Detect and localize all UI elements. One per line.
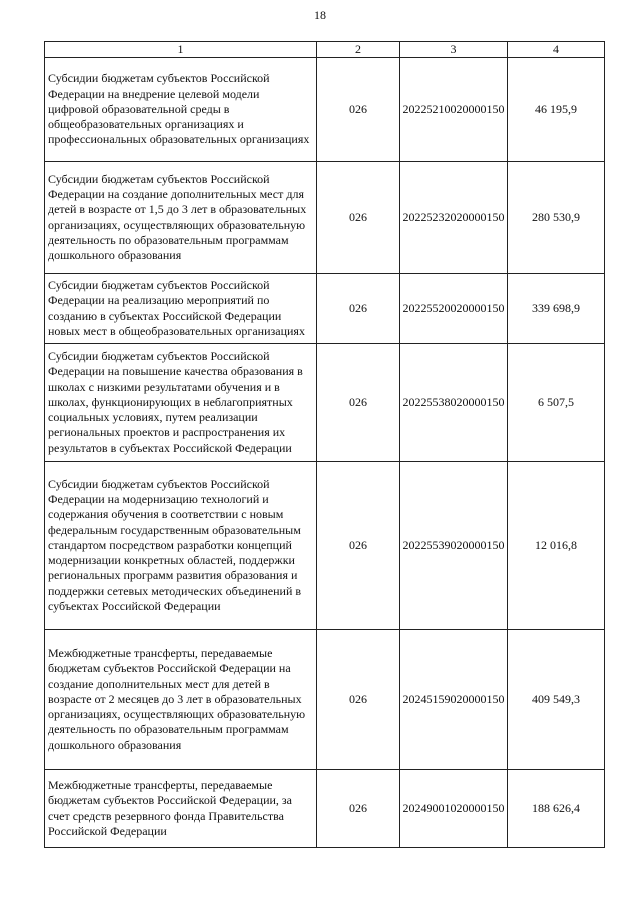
row-description: Межбюджетные трансферты, передаваемые бюджетам субъектов Российской Федерации, за счет средств резервного фонда Правительства Российской Федерации — [45, 770, 317, 848]
column-header-4: 4 — [508, 42, 605, 58]
row-kbk-code: 20225520020000150 — [400, 274, 508, 344]
budget-table — [44, 41, 605, 848]
row-amount: 188 626,4 — [508, 770, 605, 848]
table-row — [45, 162, 605, 274]
header-row — [45, 42, 605, 58]
table-row — [45, 770, 605, 848]
page-number: 18 — [314, 8, 326, 22]
row-description: Межбюджетные трансферты, передаваемые бюджетам субъектов Российской Федерации на создание дополнительных мест для детей в возрасте от 2 месяцев до 3 лет в образовательных организациях, осуществляющих образовательную деятельность по образовательным программам дошкольного образования — [45, 630, 317, 770]
row-admin-code: 026 — [317, 770, 400, 848]
row-admin-code: 026 — [317, 162, 400, 274]
table-row — [45, 344, 605, 462]
row-amount: 409 549,3 — [508, 630, 605, 770]
row-description: Субсидии бюджетам субъектов Российской Федерации на внедрение целевой модели цифровой образовательной среды в общеобразовательных организациях и профессиональных образовательных организациях — [45, 58, 317, 162]
column-header-3: 3 — [400, 42, 508, 58]
row-kbk-code: 20225210020000150 — [400, 58, 508, 162]
row-admin-code: 026 — [317, 462, 400, 630]
row-kbk-code: 20249001020000150 — [400, 770, 508, 848]
row-amount: 46 195,9 — [508, 58, 605, 162]
row-admin-code: 026 — [317, 344, 400, 462]
row-amount: 12 016,8 — [508, 462, 605, 630]
row-admin-code: 026 — [317, 274, 400, 344]
table-row — [45, 58, 605, 162]
row-amount: 339 698,9 — [508, 274, 605, 344]
row-kbk-code: 20245159020000150 — [400, 630, 508, 770]
row-admin-code: 026 — [317, 630, 400, 770]
column-header-1: 1 — [45, 42, 317, 58]
column-header-2: 2 — [317, 42, 400, 58]
row-kbk-code: 20225232020000150 — [400, 162, 508, 274]
row-description: Субсидии бюджетам субъектов Российской Федерации на повышение качества образования в школах с низкими результатами обучения и в школах, функционирующих в неблагоприятных социальных условиях, путем реализации региональных проектов и распространения их результатов в субъектах Российской Федерации — [45, 344, 317, 462]
row-description: Субсидии бюджетам субъектов Российской Федерации на создание дополнительных мест для детей в возрасте от 1,5 до 3 лет в образовательных организациях, осуществляющих образовательную деятельность по образовательным программам дошкольного образования — [45, 162, 317, 274]
table-row — [45, 630, 605, 770]
row-admin-code: 026 — [317, 58, 400, 162]
table-row — [45, 462, 605, 630]
row-description: Субсидии бюджетам субъектов Российской Федерации на реализацию мероприятий по созданию в субъектах Российской Федерации новых мест в общеобразовательных организациях — [45, 274, 317, 344]
row-kbk-code: 20225538020000150 — [400, 344, 508, 462]
row-amount: 6 507,5 — [508, 344, 605, 462]
row-kbk-code: 20225539020000150 — [400, 462, 508, 630]
row-description: Субсидии бюджетам субъектов Российской Федерации на модернизацию технологий и содержания обучения в соответствии с новым федеральным государственным образовательным стандартом посредством разработки концепций модернизации конкретных областей, поддержки региональных программ развития образования и поддержки сетевых методических объединений в субъектах Российской Федерации — [45, 462, 317, 630]
row-amount: 280 530,9 — [508, 162, 605, 274]
table-row — [45, 274, 605, 344]
